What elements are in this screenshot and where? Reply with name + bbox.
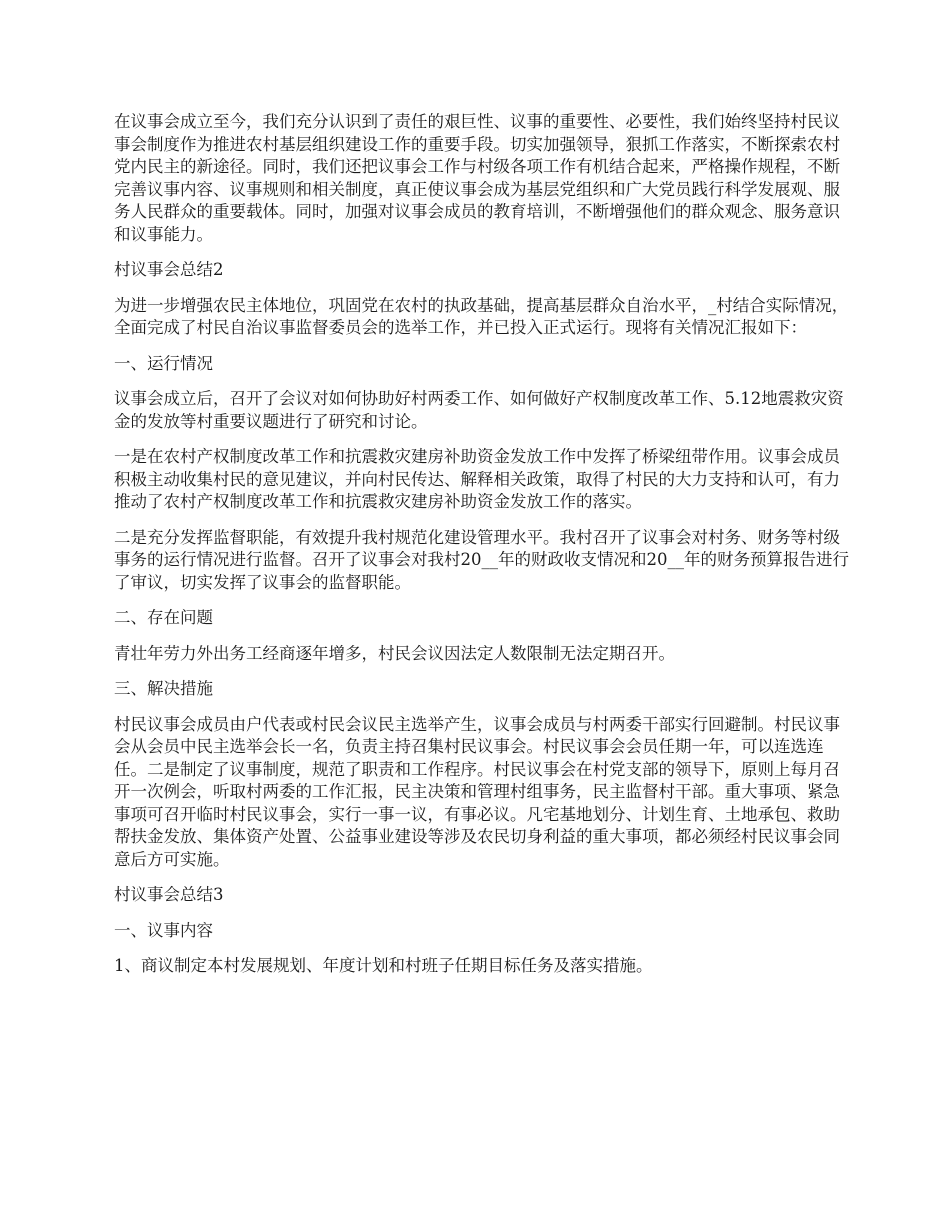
paragraph-operation-point-1: 一是在农村产权制度改革工作和抗震救灾建房补助资金发放工作中发挥了桥梁纽带作用。议事会成员积极主动收集村民的意见建议，并向村民传达、解释相关政策，取得了村民的大力支持和认可，有力推动了农村产权制度改革工作和抗震救灾建房补助资金发放工作的落实。 [114,447,840,511]
section-title-summary-3: 村议事会总结3 [114,885,224,904]
paragraph-summary-2-intro: 为进一步增强农民主体地位，巩固党在农村的执政基础，提高基层群众自治水平，_村结合实际情况，全面完成了村民自治议事监督委员会的选举工作，并已投入正式运行。现将有关情况汇报如下： [114,295,849,337]
heading-solutions: 三、解决措施 [114,679,213,698]
paragraph-operation-overview: 议事会成立后，召开了会议对如何协助好村两委工作、如何做好产权制度改革工作、5.12地震救灾资金的发放等村重要议题进行了研究和讨论。 [114,389,844,431]
paragraph-operation-point-2: 二是充分发挥监督职能，有效提升我村规范化建设管理水平。我村召开了议事会对村务、财务等村级事务的运行情况进行监督。召开了议事会对我村20__年的财政收支情况和20__年的财务预算报告进行了审议，切实发挥了议事会的监督职能。 [114,527,849,592]
heading-operation: 一、运行情况 [114,353,213,373]
section-title-summary-2: 村议事会总结2 [114,260,224,279]
paragraph-problems: 青壮年劳力外出务工经商逐年增多，村民会议因法定人数限制无法定期召开。 [114,643,675,663]
paragraph-solutions: 村民议事会成员由户代表或村民会议民主选举产生，议事会成员与村两委干部实行回避制。村民议事会从会员中民主选举会长一名，负责主持召集村民议事会。村民议事会会员任期一年，可以连选连任。二是制定了议事制度，规范了职责和工作程序。村民议事会在村党支部的领导下，原则上每月召开一次例会，听取村两委的工作汇报，民主决策和管理村组事务，民主监督村干部。重大事项、紧急事项可召开临时村民议事会，实行一事一议，有事必议。凡宅基地划分、计划生育、土地承包、救助帮扶金发放、集体资产处置、公益事业建设等涉及农民切身利益的重大事项，都必须经村民议事会同意后方可实施。 [114,714,840,869]
heading-problems: 二、存在问题 [114,608,213,627]
heading-agenda-content: 一、议事内容 [114,920,213,940]
paragraph-intro: 在议事会成立至今，我们充分认识到了责任的艰巨性、议事的重要性、必要性，我们始终坚持村民议事会制度作为推进农村基层组织建设工作的重要手段。切实加强领导，狠抓工作落实，不断探索农村党内民主的新途径。同时，我们还把议事会工作与村级各项工作有机结合起来，严格操作规程，不断完善议事内容、议事规则和相关制度，真正使议事会成为基层党组织和广大党员践行科学发展观、服务人民群众的重要载体。同时，加强对议事会成员的教育培训，不断增强他们的群众观念、服务意识和议事能力。 [114,112,840,244]
document-body [114,111,854,991]
paragraph-agenda-item-1: 1、商议制定本村发展规划、年度计划和村班子任期目标任务及落实措施。 [114,956,653,975]
